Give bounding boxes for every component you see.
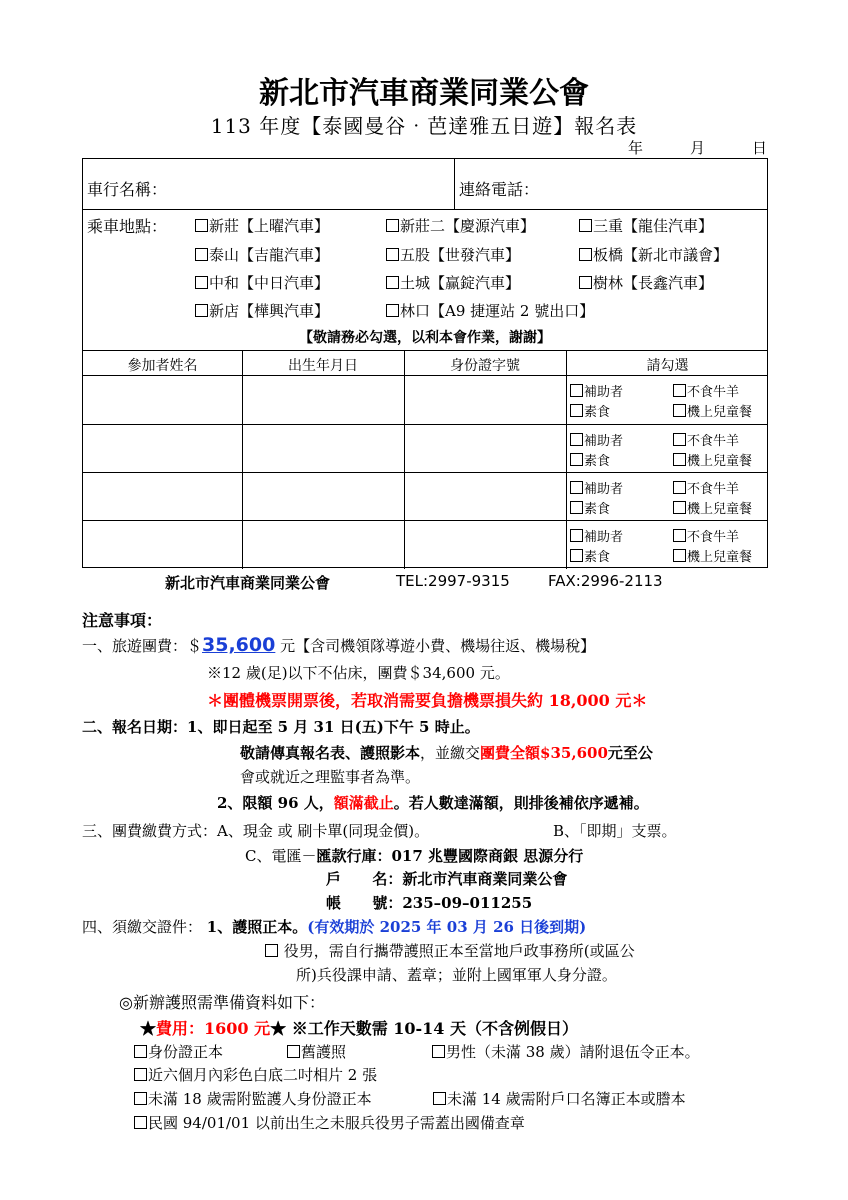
checkbox[interactable] xyxy=(673,501,686,514)
checkbox[interactable] xyxy=(134,1116,147,1129)
pickup-option[interactable]: 三重【龍佳汽車】 xyxy=(579,215,713,236)
pickup-option[interactable]: 新莊【上曜汽車】 xyxy=(195,215,329,236)
pickup-option[interactable]: 新店【樺興汽車】 xyxy=(195,300,329,321)
checkbox[interactable] xyxy=(386,304,399,317)
doc-item[interactable]: 民國 94/01/01 以前出生之未服兵役男子需蓋出國備查章 xyxy=(134,1112,525,1133)
footer-tel: TEL:2997-9315 xyxy=(396,572,510,590)
pickup-option[interactable]: 板橋【新北市議會】 xyxy=(579,244,728,265)
note-military: 役男，需自行攜帶護照正本至當地戶政事務所(或區公 xyxy=(265,940,635,961)
option-child-meal[interactable]: 機上兒童餐 xyxy=(673,450,752,469)
checkbox[interactable] xyxy=(673,384,686,397)
option-child-meal[interactable]: 機上兒童餐 xyxy=(673,546,752,565)
checkbox[interactable] xyxy=(134,1068,147,1081)
checkbox[interactable] xyxy=(673,529,686,542)
note-fee: 一、旅遊團費：＄35,600 元【含司機領隊導遊小費、機場往返、機場稅】 xyxy=(82,634,596,656)
checkbox[interactable] xyxy=(570,549,583,562)
checkbox[interactable] xyxy=(195,248,208,261)
checkbox[interactable] xyxy=(579,276,592,289)
must-check-note: 【敬請務必勾選，以利本會作業，謝謝】 xyxy=(299,330,551,346)
pickup-option[interactable]: 土城【赢錠汽車】 xyxy=(386,272,520,293)
page-title: 新北市汽車商業同業公會 xyxy=(259,76,589,111)
option-subsidy[interactable]: 補助者 xyxy=(570,430,623,449)
checkbox[interactable] xyxy=(673,549,686,562)
option-child-meal[interactable]: 機上兒童餐 xyxy=(673,498,752,517)
page-subtitle: 113 年度【泰國曼谷‧芭達雅五日遊】報名表 xyxy=(210,114,638,138)
note-limit: 2、限額 96 人，額滿截止。若人數達滿額，則排後補依序遞補。 xyxy=(217,794,649,812)
note-account-number: 帳 號：235–09–011255 xyxy=(326,894,533,912)
note-child-fee: ※12 歲(足)以下不佔床，團費＄34,600 元。 xyxy=(207,664,510,682)
pickup-option[interactable]: 泰山【吉龍汽車】 xyxy=(195,244,329,265)
footer-fax: FAX:2996-2113 xyxy=(548,572,663,590)
date-year-label: 年 xyxy=(628,139,644,157)
option-no-beef-lamb[interactable]: 不食牛羊 xyxy=(673,526,739,545)
checkbox[interactable] xyxy=(570,501,583,514)
note-cancel-warning: ＊團體機票開票後，若取消需要負擔機票損失約 18,000 元＊ xyxy=(207,691,648,710)
option-subsidy[interactable]: 補助者 xyxy=(570,381,623,400)
checkbox[interactable] xyxy=(195,276,208,289)
doc-item[interactable]: 舊護照 xyxy=(287,1041,346,1062)
checkbox[interactable] xyxy=(433,1092,446,1105)
note-fax-instruction: 敬請傳真報名表、護照影本，並繳交團費全額$35,600元至公 xyxy=(240,744,653,762)
column-header-id-number: 身份證字號 xyxy=(450,358,520,374)
footer-org: 新北市汽車商業同業公會 xyxy=(165,574,331,592)
tour-fee: 35,600 xyxy=(202,634,276,656)
passport-heading: ◎新辦護照需準備資料如下： xyxy=(119,993,325,1012)
doc-item[interactable]: 男性（未滿 38 歲）請附退伍令正本。 xyxy=(432,1041,700,1062)
phone-label: 連絡電話： xyxy=(459,180,540,199)
option-no-beef-lamb[interactable]: 不食牛羊 xyxy=(673,430,739,449)
checkbox[interactable] xyxy=(265,944,278,957)
checkbox[interactable] xyxy=(570,481,583,494)
checkbox[interactable] xyxy=(195,304,208,317)
checkbox[interactable] xyxy=(673,453,686,466)
column-header-options: 請勾選 xyxy=(646,358,689,374)
pickup-option[interactable]: 五股【世發汽車】 xyxy=(386,244,520,265)
option-vegetarian[interactable]: 素食 xyxy=(570,401,610,420)
checkbox[interactable] xyxy=(386,248,399,261)
date-day-label: 日 xyxy=(752,139,768,157)
note-wire-transfer: C、電匯－匯款行庫：017 兆豐國際商銀 思源分行 xyxy=(245,847,584,865)
checkbox[interactable] xyxy=(570,453,583,466)
doc-item[interactable]: 近六個月內彩色白底二吋相片 2 張 xyxy=(134,1064,377,1085)
doc-item[interactable]: 未滿 14 歲需附戶口名簿正本或謄本 xyxy=(433,1088,686,1109)
checkbox[interactable] xyxy=(579,248,592,261)
column-header-name: 參加者姓名 xyxy=(127,358,198,374)
pickup-option[interactable]: 林口【A9 捷運站 2 號出口】 xyxy=(386,300,594,321)
doc-item[interactable]: 未滿 18 歲需附監護人身份證正本 xyxy=(134,1088,372,1109)
notes-heading: 注意事項： xyxy=(82,611,163,630)
option-vegetarian[interactable]: 素食 xyxy=(570,498,610,517)
doc-item[interactable]: 身份證正本 xyxy=(134,1041,223,1062)
checkbox[interactable] xyxy=(287,1045,300,1058)
option-subsidy[interactable]: 補助者 xyxy=(570,526,623,545)
pickup-label: 乘車地點： xyxy=(87,217,168,236)
note-payment-method: 三、團費繳費方式：A、現金 或 刷卡單(同現金價)。 xyxy=(82,822,430,840)
registration-form xyxy=(82,158,768,568)
checkbox[interactable] xyxy=(673,433,686,446)
checkbox[interactable] xyxy=(570,433,583,446)
passport-fee: ★費用：1600 元★ ※工作天數需 10-14 天（不含例假日） xyxy=(140,1019,579,1038)
checkbox[interactable] xyxy=(134,1045,147,1058)
option-vegetarian[interactable]: 素食 xyxy=(570,450,610,469)
column-header-birthdate: 出生年月日 xyxy=(288,358,358,374)
option-child-meal[interactable]: 機上兒童餐 xyxy=(673,401,752,420)
note-military-cont: 所)兵役課申請、蓋章；並附上國軍軍人身分證。 xyxy=(296,966,617,984)
checkbox[interactable] xyxy=(386,276,399,289)
note-payment-check: B、「即期」支票。 xyxy=(553,822,677,840)
checkbox[interactable] xyxy=(570,384,583,397)
date-month-label: 月 xyxy=(690,139,706,157)
checkbox[interactable] xyxy=(673,404,686,417)
checkbox[interactable] xyxy=(432,1045,445,1058)
option-no-beef-lamb[interactable]: 不食牛羊 xyxy=(673,381,739,400)
company-name-label: 車行名稱： xyxy=(87,180,168,199)
note-deadline: 二、報名日期：1、即日起至 5 月 31 日(五)下午 5 時止。 xyxy=(82,718,480,736)
checkbox[interactable] xyxy=(195,219,208,232)
note-fax-instruction-cont: 會或就近之理監事者為準。 xyxy=(240,768,421,786)
checkbox[interactable] xyxy=(579,219,592,232)
option-no-beef-lamb[interactable]: 不食牛羊 xyxy=(673,478,739,497)
checkbox[interactable] xyxy=(570,529,583,542)
pickup-option[interactable]: 中和【中日汽車】 xyxy=(195,272,329,293)
option-subsidy[interactable]: 補助者 xyxy=(570,478,623,497)
pickup-option[interactable]: 新莊二【慶源汽車】 xyxy=(386,215,535,236)
checkbox[interactable] xyxy=(570,404,583,417)
note-account-name: 戶 名：新北市汽車商業同業公會 xyxy=(326,870,568,888)
pickup-option[interactable]: 樹林【長鑫汽車】 xyxy=(579,272,713,293)
checkbox[interactable] xyxy=(673,481,686,494)
checkbox[interactable] xyxy=(386,219,399,232)
checkbox[interactable] xyxy=(134,1092,147,1105)
option-vegetarian[interactable]: 素食 xyxy=(570,546,610,565)
note-documents: 四、須繳交證件： 1、護照正本。(有效期於 2025 年 03 月 26 日後到期) xyxy=(82,918,587,936)
